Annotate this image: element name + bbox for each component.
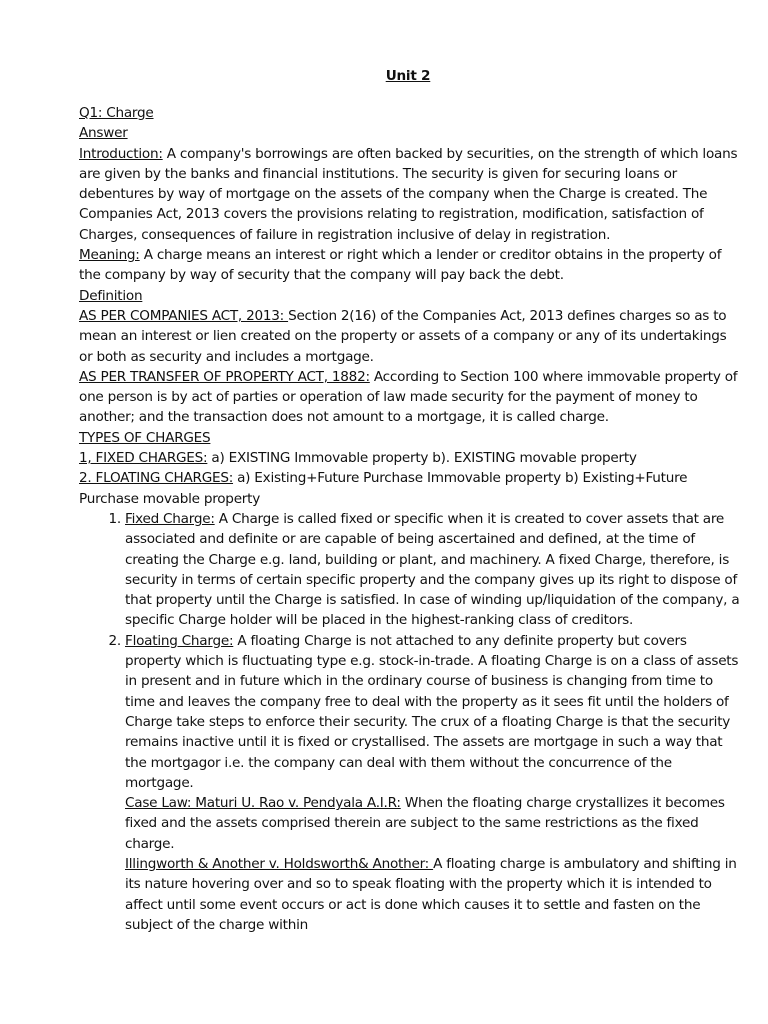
meaning-text: A charge means an interest or right which a lender or creditor obtains in the property of the company by way of security that the company will pay back the debt.: [79, 247, 722, 284]
meaning-label: Meaning:: [79, 247, 140, 264]
fixed-charge-text: A Charge is called fixed or specific when it is created to cover assets that are associated and definite or are capable of being ascertained and defined, at the time of creating the Charge e.g. land, building or plant, and machinery. A fixed Charge, therefore, is security in terms of certain specific property and the company gives up its right to dispose of that property until the Charge is satisfied. In case of winding up/liquidation of the company, a specific Charge holder will be placed in the highest-ranking class of creditors.: [125, 510, 740, 629]
types-label: TYPES OF CHARGES: [79, 429, 211, 446]
meaning-paragraph: [79, 245, 741, 286]
introduction-label: Introduction:: [79, 145, 163, 162]
companies-act-label: AS PER COMPANIES ACT, 2013:: [79, 307, 289, 324]
charge-types-list: [79, 509, 741, 793]
definition-label: Definition: [79, 287, 143, 304]
fixed-charges-line: [79, 448, 741, 468]
answer-heading: [79, 123, 741, 143]
list-item-fixed-charge: [125, 509, 741, 631]
case-law-paragraph-1: [125, 793, 741, 854]
companies-act-paragraph: [79, 306, 741, 367]
page-title: Unit 2: [385, 68, 431, 84]
fixed-charges-text: a) EXISTING Immovable property b). EXISTING movable property: [207, 450, 637, 467]
transfer-act-paragraph: [79, 367, 741, 428]
floating-charges-text: a) Existing+Future Purchase Immovable property b) Existing+Future Purchase movable property: [79, 470, 688, 507]
question-label: Q1: Charge: [79, 105, 154, 121]
case-law-2-text: A floating charge is ambulatory and shifting in its nature hovering over and so to speak floating with the property which it is intended to affect until some event occurs or act is done which causes it to settle and fasten on the subject of the charge within: [125, 855, 737, 933]
floating-charges-label: 2. FLOATING CHARGES:: [79, 470, 234, 487]
floating-charge-label: Floating Charge:: [125, 632, 234, 649]
introduction-text: A company's borrowings are often backed by securities, on the strength of which loans are given by the banks and financial institutions. The security is given for securing loans or debentures by way of mortgage on the assets of the company when the Charge is created. The Companies Act, 2013 covers the provisions relating to registration, modification, satisfaction of Charges, consequences of failure in registration inclusive of delay in registration.: [79, 145, 738, 243]
companies-act-text: Section 2(16) of the Companies Act, 2013 defines charges so as to mean an interest or lien created on the property or assets of a company or any of its undertakings or both as security and includes a mortgage.: [79, 307, 727, 365]
fixed-charges-label: 1, FIXED CHARGES:: [79, 450, 208, 467]
case-law-1-label: Case Law: Maturi U. Rao v. Pendyala A.I.R:: [125, 795, 401, 812]
introduction-paragraph: [79, 144, 741, 245]
fixed-charge-label: Fixed Charge:: [125, 510, 215, 527]
transfer-act-label: AS PER TRANSFER OF PROPERTY ACT, 1882:: [79, 368, 370, 385]
case-law-block: [79, 793, 741, 935]
types-heading: [79, 428, 741, 448]
floating-charge-text: A floating Charge is not attached to any definite property but covers property which is fluctuating type e.g. stock-in-trade. A floating Charge is on a class of assets in present and in future which in the ordinary course of business is changing from time to time and leaves the company free to deal with the property as it sees fit until the holders of Charge take steps to enforce their security. The crux of a floating Charge is that the security remains inactive until it is fixed or crystallised. The assets are mortgage in such a way that the mortgagor i.e. the company can deal with them without the concurrence of the mortgage.: [125, 632, 739, 791]
definition-heading: [79, 286, 741, 306]
case-law-1-text: When the floating charge crystallizes it becomes fixed and the assets comprised therein are subject to the same restrictions as the fixed charge.: [125, 795, 725, 852]
transfer-act-text: According to Section 100 where immovable property of one person is by act of parties or operation of law made security for the payment of money to another; and the transaction does not amount to a mortgage, it is called charge.: [79, 368, 738, 426]
case-law-paragraph-2: [125, 854, 741, 935]
list-item-floating-charge: [125, 631, 741, 793]
question-heading: [79, 103, 741, 123]
document-body: [79, 103, 741, 935]
floating-charges-line: [79, 468, 741, 509]
answer-label: Answer: [79, 125, 128, 142]
case-law-2-label: Illingworth & Another v. Holdsworth& Another:: [125, 855, 434, 872]
